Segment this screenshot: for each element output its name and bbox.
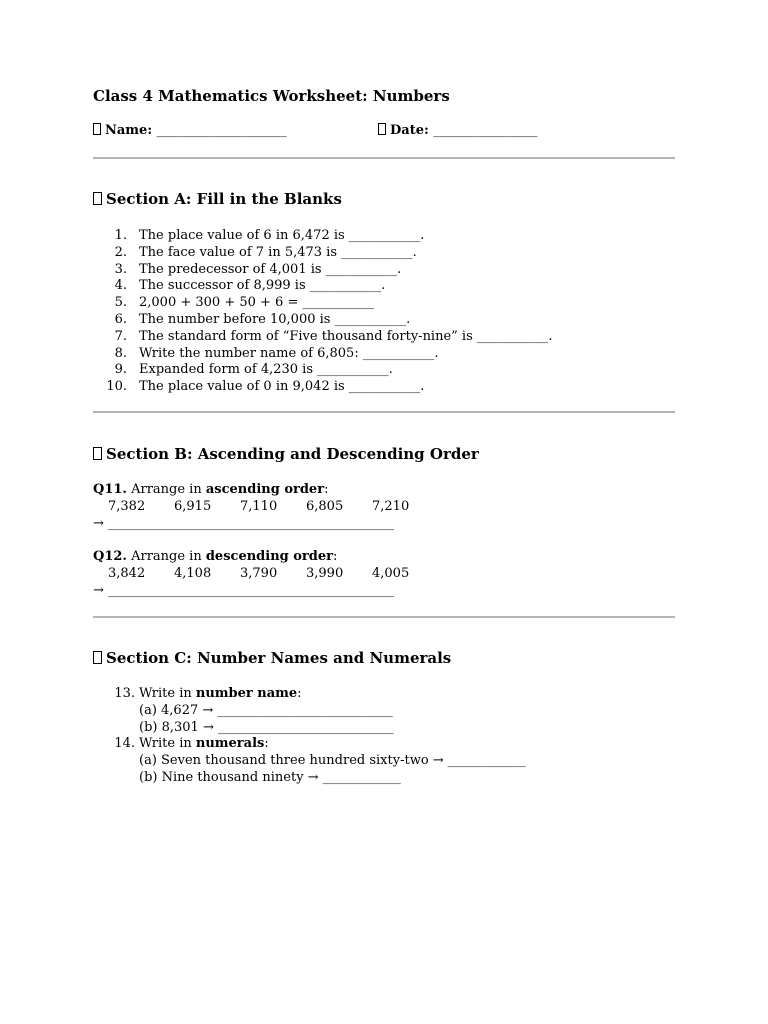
q11-numbers xyxy=(108,499,438,514)
section-a-title: Section A: Fill in the Blanks xyxy=(106,190,342,208)
list-item xyxy=(93,295,553,312)
list-item xyxy=(93,262,553,279)
sub-question: (a) Seven thousand three hundred sixty-two → ____________ xyxy=(139,753,526,769)
item-number: 9. xyxy=(114,362,127,378)
list-item xyxy=(93,245,553,262)
item-number: 14. xyxy=(114,736,135,752)
question-emphasis: numerals xyxy=(195,736,265,752)
list-item xyxy=(93,228,553,245)
item-number: 3. xyxy=(114,261,127,277)
question-suffix: : xyxy=(297,686,302,701)
list-item xyxy=(93,278,553,295)
item-number: 6. xyxy=(114,311,127,327)
question-text: Arrange in xyxy=(126,482,206,497)
question-suffix: : xyxy=(264,736,269,752)
date-field xyxy=(378,123,537,138)
section-c-list xyxy=(93,686,526,787)
q11-answer-line: → ____________________________________________ xyxy=(93,516,395,531)
list-item xyxy=(93,379,553,396)
item-number: 2. xyxy=(114,244,127,260)
number-value: 7,210 xyxy=(372,499,410,514)
item-text: The face value of 7 in 5,473 is ___________. xyxy=(139,244,417,260)
question-emphasis: descending order xyxy=(205,549,333,564)
question-label: Q12. xyxy=(93,549,127,564)
item-text: 2,000 + 300 + 50 + 6 = ___________ xyxy=(139,295,374,311)
item-number: 10. xyxy=(106,379,127,395)
section-c-heading xyxy=(93,649,451,667)
date-blank: ________________ xyxy=(433,123,538,138)
q12-numbers xyxy=(108,566,438,581)
item-text: The successor of 8,999 is ___________. xyxy=(139,278,386,294)
section-b-heading xyxy=(93,445,479,463)
section-a-list xyxy=(93,228,553,396)
question-suffix: : xyxy=(333,549,338,564)
item-text: The predecessor of 4,001 is ___________. xyxy=(139,261,402,277)
name-blank: ____________________ xyxy=(156,123,287,138)
number-value: 3,842 xyxy=(108,566,146,581)
item-number: 13. xyxy=(114,686,135,701)
question-suffix: : xyxy=(324,482,329,497)
item-text: Expanded form of 4,230 is ___________. xyxy=(139,362,393,378)
number-value: 3,790 xyxy=(240,566,278,581)
number-value: 7,110 xyxy=(240,499,278,514)
item-text: The place value of 6 in 6,472 is ___________. xyxy=(139,228,425,243)
divider xyxy=(93,157,675,159)
question-14 xyxy=(93,736,526,753)
sub-question: (b) Nine thousand ninety → ____________ xyxy=(139,769,401,785)
list-item xyxy=(93,312,553,329)
number-value: 6,915 xyxy=(174,499,212,514)
date-label: Date: xyxy=(390,123,429,138)
section-a-icon xyxy=(93,192,102,205)
question-emphasis: ascending order xyxy=(205,482,325,497)
section-a-heading xyxy=(93,190,342,208)
list-item xyxy=(93,329,553,346)
section-b-icon xyxy=(93,447,102,460)
name-icon xyxy=(93,123,101,135)
section-b-title: Section B: Ascending and Descending Order xyxy=(106,445,479,463)
question-text: Write in xyxy=(139,686,196,701)
question-emphasis: number name xyxy=(195,686,298,701)
item-text: The standard form of “Five thousand forty-nine” is ___________. xyxy=(139,328,553,344)
item-text: Write the number name of 6,805: ___________. xyxy=(139,345,439,361)
number-value: 3,990 xyxy=(306,566,344,581)
item-text: The place value of 0 in 9,042 is ___________. xyxy=(139,379,425,395)
item-number: 4. xyxy=(114,278,127,294)
section-c-title: Section C: Number Names and Numerals xyxy=(106,649,452,667)
section-c-icon xyxy=(93,651,102,664)
q12-answer-line: → ____________________________________________ xyxy=(93,583,395,598)
question-text: Arrange in xyxy=(126,549,206,564)
question-q11 xyxy=(93,482,328,499)
name-field xyxy=(93,123,287,138)
sub-question: (a) 4,627 → ___________________________ xyxy=(139,702,393,718)
number-value: 4,108 xyxy=(174,566,212,581)
item-number: 8. xyxy=(114,345,127,361)
number-value: 4,005 xyxy=(372,566,410,581)
number-value: 7,382 xyxy=(108,499,146,514)
question-label: Q11. xyxy=(93,482,127,497)
item-number: 1. xyxy=(114,228,127,243)
question-13 xyxy=(93,686,526,703)
sub-question: (b) 8,301 → ___________________________ xyxy=(139,719,394,735)
list-item xyxy=(93,346,553,363)
item-number: 7. xyxy=(114,328,127,344)
worksheet-title: Class 4 Mathematics Worksheet: Numbers xyxy=(93,87,450,105)
item-text: The number before 10,000 is ___________. xyxy=(139,311,411,327)
question-q12 xyxy=(93,549,337,566)
name-label: Name: xyxy=(105,123,153,138)
divider xyxy=(93,411,675,413)
list-item xyxy=(93,362,553,379)
divider xyxy=(93,616,675,618)
question-text: Write in xyxy=(139,736,196,752)
item-number: 5. xyxy=(114,295,127,311)
number-value: 6,805 xyxy=(306,499,344,514)
date-icon xyxy=(378,123,386,135)
